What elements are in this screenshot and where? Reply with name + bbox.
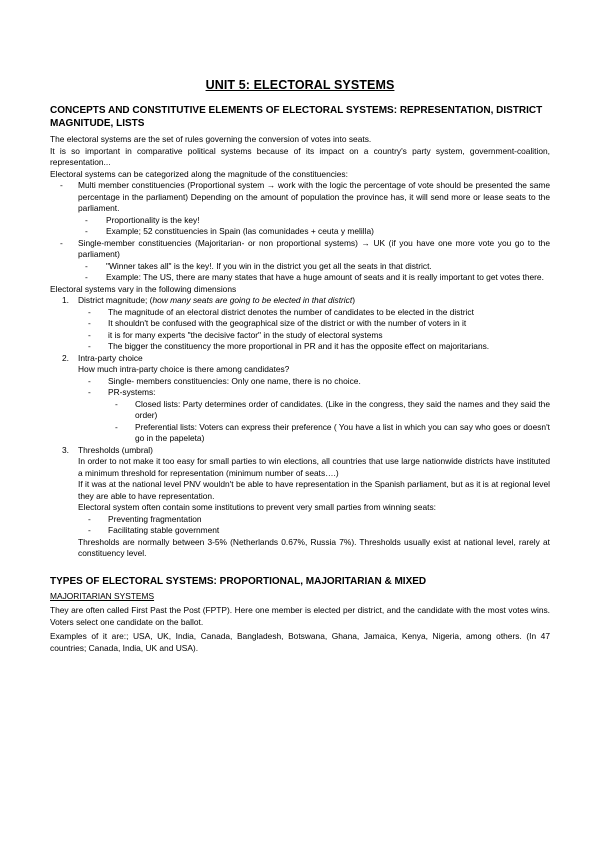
number-marker: 2. — [62, 352, 69, 363]
paragraph: They are often called First Past the Post (FPTP). Here one member is elected per district, and the candidate with the most votes wins. Voters select one candidate on the ballot. — [50, 605, 550, 627]
numbered-item-label: Intra-party choice — [78, 352, 143, 363]
bullet-text: It shouldn't be confused with the geographical size of the district or with the number of voters in it — [108, 318, 467, 328]
dash-marker: - — [88, 318, 91, 328]
subsection-heading-majoritarian: MAJORITARIAN SYSTEMS — [50, 590, 155, 601]
list-item-text: Multi member constituencies (Proportional system → work with the logic the percentage of vote should be presented the same percentage in the parliament) Depending on the amount of population the province has, it will send more or lease seats to the parliament. — [78, 180, 550, 213]
bullet-item — [50, 376, 550, 388]
bullet-text: it is for many experts "the decisive factor" in the study of electoral systems — [108, 329, 383, 340]
numbered-item-label — [78, 295, 550, 307]
sub-list-item-text: Proportionality is the key! — [106, 214, 200, 225]
dash-marker: - — [88, 375, 91, 386]
dash-marker: - — [88, 306, 91, 317]
bullet-text: Preventing fragmentation — [108, 513, 202, 524]
dash-marker: - — [88, 525, 91, 535]
bullet-item — [50, 318, 550, 330]
dash-marker: - — [85, 272, 88, 282]
dash-marker: - — [88, 341, 91, 351]
numbered-item-intra-party-choice — [50, 353, 550, 365]
paragraph: In order to not make it too easy for small parties to win elections, all countries that use large nationwide districts have instituted a minimum threshold for representation (minimum number of seats….) — [78, 456, 550, 478]
bullet-text: PR-systems: — [108, 387, 156, 397]
dash-marker: - — [115, 398, 118, 409]
bullet-item — [50, 387, 550, 399]
number-marker: 3. — [62, 444, 69, 455]
numbered-item-thresholds — [50, 445, 550, 457]
bullet-item — [50, 525, 550, 537]
sub-bullet-item — [50, 399, 550, 422]
sub-bullet-text: Preferential lists: Voters can express their preference ( You have a list in which you can say who goes or doesn't go in the papeleta) — [135, 421, 550, 443]
document-page — [50, 78, 550, 654]
paragraph: It is so important in comparative political systems because of its impact on a country's party system, government-coalition, representation... — [50, 145, 550, 167]
dash-marker: - — [85, 214, 88, 225]
label-close-paren: ) — [352, 295, 355, 305]
bullet-item — [50, 330, 550, 342]
paragraph: Examples of it are:; USA, UK, India, Canada, Bangladesh, Botswana, Ghana, Jamaica, Kenya, Nigeria, among others. (In 47 countries; Canada, India, UK and USA). — [50, 631, 550, 653]
dash-marker: - — [88, 513, 91, 524]
dash-marker: - — [60, 180, 63, 190]
sub-bullet-item — [50, 422, 550, 445]
dash-marker: - — [60, 237, 63, 248]
paragraph: Electoral systems vary in the following dimensions — [50, 283, 237, 294]
numbered-item-district-magnitude — [50, 295, 550, 307]
label-italic-text: how many seats are going to be elected in that district — [152, 295, 353, 305]
bullet-item — [50, 307, 550, 319]
sub-list-item — [50, 272, 550, 284]
numbered-item-label: Thresholds (umbral) — [78, 444, 153, 455]
bullet-text: The magnitude of an electoral district denotes the number of candidates to be elected in the district — [108, 306, 474, 317]
dash-marker: - — [88, 329, 91, 340]
sub-list-item-text: "Winner takes all" is the key!. If you win in the district you get all the seats in that district. — [106, 260, 432, 271]
bullet-text: Facilitating stable government — [108, 525, 220, 535]
sub-bullet-text: Closed lists: Party determines order of candidates. (Like in the congress, they said the names and they said the order) — [135, 398, 550, 420]
sub-list-item — [50, 215, 550, 227]
dash-marker: - — [88, 387, 91, 397]
section-heading-types: TYPES OF ELECTORAL SYSTEMS: PROPORTIONAL, MAJORITARIAN & MIXED — [50, 575, 427, 587]
dash-marker: - — [85, 260, 88, 271]
section-heading-concepts: CONCEPTS AND CONSTITUTIVE ELEMENTS OF ELECTORAL SYSTEMS: REPRESENTATION, DISTRICT MAGNITUDE, LISTS — [50, 105, 543, 129]
paragraph: The electoral systems are the set of rules governing the conversion of votes into seats. — [50, 134, 372, 144]
bullet-text: Single- members constituencies: Only one name, there is no choice. — [108, 375, 361, 386]
label-text: District magnitude; ( — [78, 295, 153, 305]
sub-list-item-text: Example: The US, there are many states that have a huge amount of seats and it is really important to get votes there. — [106, 272, 544, 282]
number-marker: 1. — [62, 295, 69, 305]
dash-marker: - — [85, 226, 88, 236]
list-item-text: Single-member constituencies (Majoritarian- or non proportional systems) → UK (if you have one more vote you go to the parliament) — [78, 237, 550, 259]
paragraph: Thresholds are normally between 3-5% (Netherlands 0.67%, Russia 7%). Thresholds usually exist at national level, rarely at constituency level. — [78, 536, 550, 558]
bullet-item — [50, 341, 550, 353]
bullet-item — [50, 514, 550, 526]
page-title: UNIT 5: ELECTORAL SYSTEMS — [205, 78, 395, 92]
list-item-multi-member — [50, 180, 550, 215]
paragraph: If it was at the national level PNV wouldn't be able to have representation in the Spanish parliament, but as it is at regional level they are able to have representation. — [78, 479, 550, 501]
sub-list-item-text: Example; 52 constituencies in Spain (las comunidades + ceuta y melilla) — [106, 226, 374, 236]
bullet-text: The bigger the constituency the more proportional in PR and it has the opposite effect on majoritarians. — [108, 341, 490, 351]
sub-list-item — [50, 261, 550, 273]
paragraph: Electoral systems can be categorized along the magnitude of the constituencies: — [50, 168, 348, 179]
paragraph: Electoral system often contain some institutions to prevent very small parties from winning seats: — [78, 502, 436, 512]
sub-list-item — [50, 226, 550, 238]
list-item-single-member — [50, 238, 550, 261]
dash-marker: - — [115, 421, 118, 432]
paragraph: How much intra-party choice is there among candidates? — [78, 364, 290, 374]
